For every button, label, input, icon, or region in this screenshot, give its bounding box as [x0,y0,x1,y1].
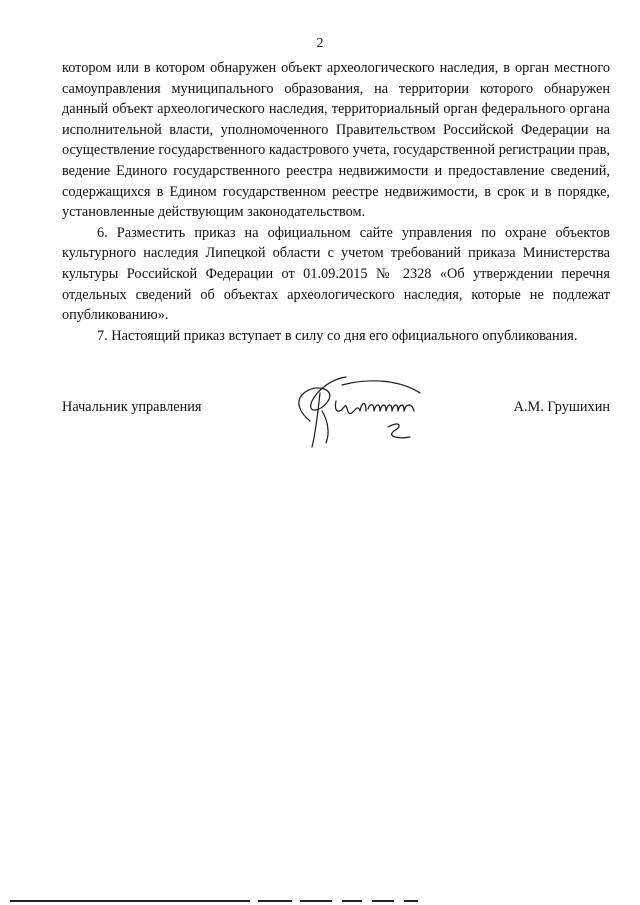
paragraph-continuation: котором или в котором обнаружен объект археологического наследия, в орган местного самоуправления муниципального образования, на территории которого обнаружен данный объект археологического наследия, территориальный орган федерального органа исполнительной власти, уполномоченного Правительством Российской Федерации на осуществление государственного кадастрового учета, государственной регистрации прав, ведение Единого государственного реестра недвижимости и предоставление сведений, содержащихся в Едином государственном реестре недвижимости, в срок и в порядке, установленные действующим законодательством. [62,60,610,221]
signatory-title: Начальник управления [62,399,202,415]
paragraph-item-7: 7. Настоящий приказ вступает в силу со дня его официального опубликования. [97,327,578,344]
paragraph-item-6: 6. Разместить приказ на официальном сайте управления по охране объектов культурного наследия Липецкой области с учетом требований приказа Министерства культуры Российской Федерации от 01.09.2015 № 2328 «Об утверждении перечня отдельных сведений об объектах археологического наследия, которые не подлежат опубликованию». [62,224,610,324]
page-number: 2 [316,36,324,51]
document-body [62,58,610,346]
signature-block [62,397,610,467]
footer-scan-edge [0,895,640,905]
signatory-name: А.М. Грушихин [513,399,610,415]
handwritten-signature [282,371,462,461]
